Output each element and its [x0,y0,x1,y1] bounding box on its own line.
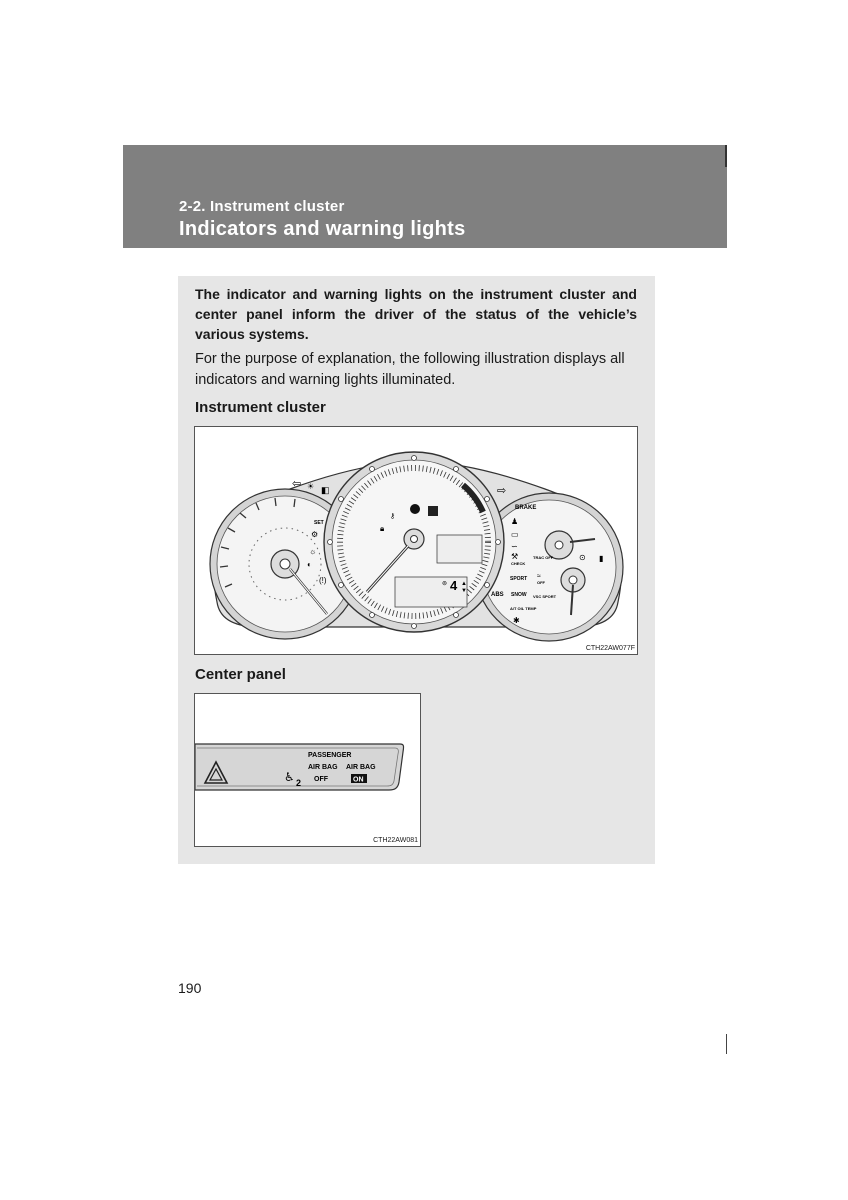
airbag-on-line1: AIR BAG [346,764,376,771]
oil-icon: ∽ [511,542,518,551]
warning-dot-icon [410,504,420,514]
shift-up-icon: ▲ [461,581,467,587]
info-display [437,535,482,563]
check-label: CHECK [511,561,526,566]
trac-off-label: TRAC OFF [533,555,554,560]
page-title: Indicators and warning lights [179,218,466,240]
battery-icon: ▭ [511,530,519,539]
vsc-sport-label: VSC SPORT [533,594,557,599]
temp-icon: ⊙ [579,553,586,562]
chapter-header [123,145,727,248]
instrument-cluster-figure [194,426,638,655]
airbag-on-line2: ON [353,776,364,784]
page-number: 190 [178,980,202,996]
vsc-off-label: OFF [537,580,545,585]
fog-light-icon: ☀ [307,482,315,491]
fuel-icon: ▮ [599,554,604,563]
mode-icon: ⊚ [442,581,448,587]
right-turn-signal-icon: ⇨ [497,485,507,497]
airbag-icon: ✱ [513,616,520,625]
airbag-off-line2: OFF [314,776,328,783]
airbag-off-line1: AIR BAG [308,764,338,771]
seatbelt-icon: ♟ [511,517,519,526]
center-panel-drawing [195,694,420,846]
content-panel [178,276,655,864]
set-label: SET [314,520,324,526]
header-edge-mark [725,145,727,167]
figure-code: CTH22AW081 [373,837,418,844]
passenger-seat-icon: ♿︎ [284,770,295,784]
figure-code: CTH22AW077F [585,645,635,652]
snow-label: SNOW [511,592,527,598]
tire-pressure-icon: (!) [319,576,327,585]
key-icon: ⚷ [390,513,396,520]
high-beam-icon: ◐ [307,560,312,569]
passenger-label: PASSENGER [308,752,352,759]
gear-indicator: 4 [450,578,458,593]
center-panel-heading: Center panel [195,666,286,683]
page-edge-mark [726,1034,727,1054]
shift-down-icon: ▼ [461,588,467,594]
at-oil-temp-label: A/T OIL TEMP [510,606,537,611]
seat-number: 2 [296,778,302,788]
rear-fog-icon: ◧ [321,485,330,495]
brake-label: BRAKE [515,505,537,511]
vsc-icon: ≈ [537,573,541,580]
headlight-icon: ☼ [309,547,317,556]
lock-icon: 🔒︎ [380,524,385,533]
instrument-cluster-drawing [195,427,637,654]
explanation-text: For the purpose of explanation, the following illustration displays all indicators and warning lights illuminated. [195,351,625,388]
left-turn-signal-icon: ⇦ [292,478,302,490]
right-gauge-face [482,500,616,634]
security-icon [428,506,438,516]
intro-text: The indicator and warning lights on the instrument cluster and center panel inform the driver of the status of the vehicle’s various systems. [195,286,637,342]
center-panel-figure [194,693,421,847]
engine-icon: ⚒ [511,552,519,561]
sport-label: SPORT [510,576,528,582]
instrument-cluster-heading: Instrument cluster [195,399,326,416]
cruise-icon: ⚙ [311,530,319,539]
abs-label: ABS [491,592,504,598]
section-label: 2-2. Instrument cluster [179,198,345,215]
